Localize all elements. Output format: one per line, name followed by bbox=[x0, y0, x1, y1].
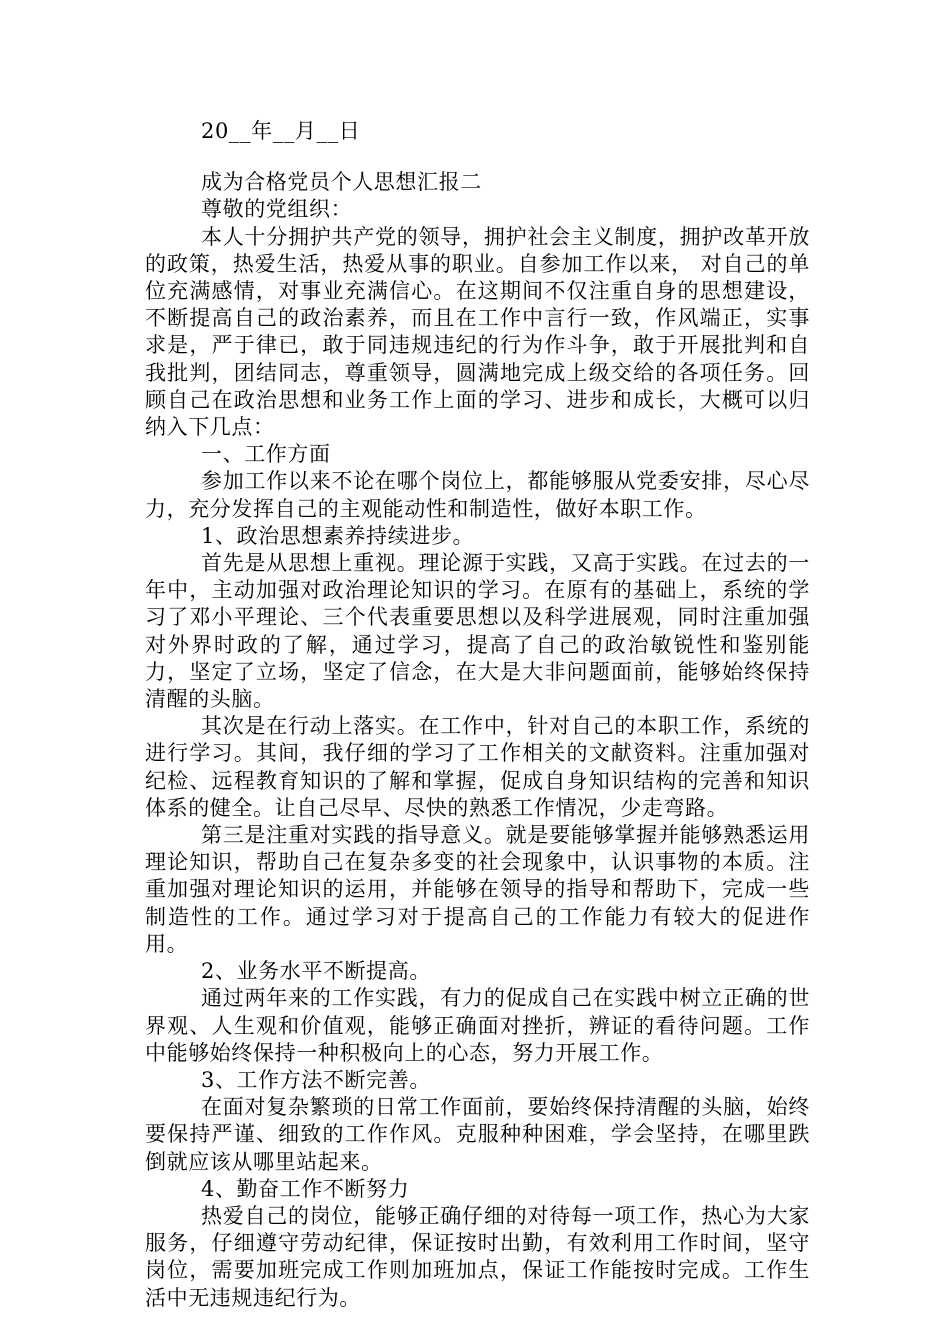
subheading-political: 1、政治思想素养持续进步。 bbox=[201, 523, 475, 548]
subheading-method: 3、工作方法不断完善。 bbox=[201, 1067, 431, 1092]
paragraph-first: 首先是从思想上重视。理论源于实践，又高于实践。在过去的一年中，主动加强对政治理论知识的学习。在原有的基础上，系统的学习了邓小平理论、三个代表重要思想以及科学进展观，同时注重加强对外界时政的了解，通过学习，提高了自己的政治敏锐性和鉴别能力，坚定了立场，坚定了信念，在大是大非问题面前，能够始终保持清醒的头脑。 bbox=[145, 551, 810, 712]
paragraph-second: 其次是在行动上落实。在工作中，针对自己的本职工作，系统的进行学习。其间，我仔细的学习了工作相关的文献资料。注重加强对纪检、远程教育知识的了解和掌握，促成自身知识结构的完善和知识体系的健全。让自己尽早、尽快的熟悉工作情况，少走弯路。 bbox=[145, 714, 810, 820]
paragraph-work-summary: 参加工作以来不论在哪个岗位上，都能够服从党委安排，尽心尽力，充分发挥自己的主观能动性和制造性，做好本职工作。 bbox=[145, 469, 810, 521]
paragraph-third: 第三是注重对实践的指导意义。就是要能够掌握并能够熟悉运用理论知识，帮助自己在复杂多变的社会现象中，认识事物的本质。注重加强对理论知识的运用，并能够在领导的指导和帮助下，完成一些制造性的工作。通过学习对于提高自己的工作能力有较大的促进作用。 bbox=[145, 823, 810, 956]
subheading-business: 2、业务水平不断提高。 bbox=[201, 959, 431, 984]
paragraph-diligence: 热爱自己的岗位，能够正确仔细的对待每一项工作，热心为大家服务，仔细遵守劳动纪律，保证按时出勤，有效利用工作时间，坚守岗位，需要加班完成工作则加班加点，保证工作能按时完成。工作生活中无违规违纪行为。 bbox=[145, 1203, 810, 1310]
document-body bbox=[145, 118, 810, 1312]
date-line: 20__年__月__日 bbox=[201, 119, 361, 143]
document-title: 成为合格党员个人思想汇报二 bbox=[201, 170, 482, 195]
subheading-diligence: 4、勤奋工作不断努力 bbox=[201, 1176, 410, 1201]
paragraph-intro: 本人十分拥护共产党的领导，拥护社会主义制度，拥护改革开放的政策，热爱生活，热爱从事的职业。自参加工作以来， 对自己的单位充满感情，对事业充满信心。在这期间不仅注重自身的思想建设，不断提高自己的政治素养，而且在工作中言行一致，作风端正，实事求是，严于律已，敢于同违规违纪的行为作斗争，敢于开展批判和自我批判，团结同志，尊重领导，圆满地完成上级交给的各项任务。回顾自己在政治思想和业务工作上面的学习、进步和成长，大概可以归纳入下几点： bbox=[145, 224, 810, 440]
section-heading-work: 一、工作方面 bbox=[201, 442, 331, 467]
salutation: 尊敬的党组织： bbox=[201, 197, 353, 222]
paragraph-method: 在面对复杂繁琐的日常工作面前，要始终保持清醒的头脑，始终要保持严谨、细致的工作作风。克服种种困难，学会坚持，在哪里跌倒就应该从哪里站起来。 bbox=[145, 1095, 810, 1174]
paragraph-business: 通过两年来的工作实践，有力的促成自己在实践中树立正确的世界观、人生观和价值观，能够正确面对挫折，辨证的看待问题。工作中能够始终保持一种积极向上的心态，努力开展工作。 bbox=[145, 986, 810, 1065]
